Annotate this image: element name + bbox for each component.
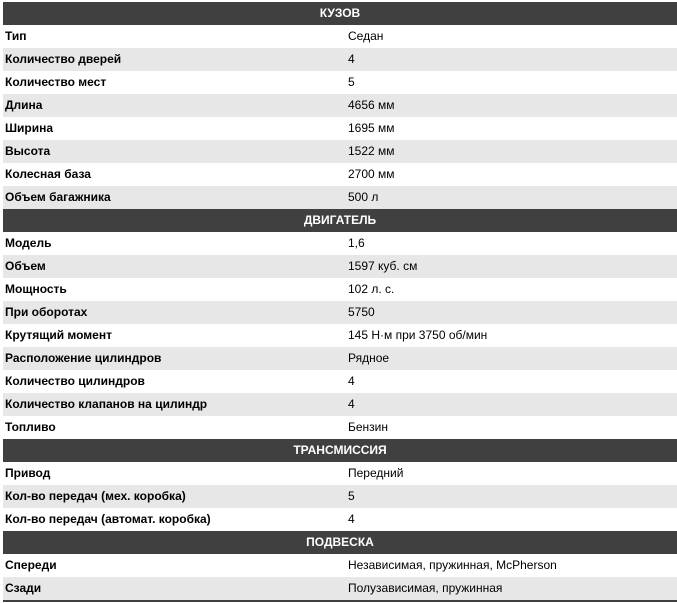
spec-table — [3, 2, 677, 602]
spec-row — [3, 94, 677, 117]
spec-label: Объем багажника — [5, 190, 111, 204]
spec-row — [3, 163, 677, 186]
spec-label: Спереди — [5, 558, 57, 572]
spec-row — [3, 301, 677, 324]
spec-label: Расположение цилиндров — [5, 351, 162, 365]
spec-label: Количество мест — [5, 75, 107, 89]
spec-row — [3, 255, 677, 278]
spec-row — [3, 393, 677, 416]
spec-value: 1597 куб. см — [348, 259, 418, 273]
spec-value: 4 — [348, 374, 355, 388]
spec-row — [3, 278, 677, 301]
spec-label: Количество дверей — [5, 52, 122, 66]
spec-value: 500 л — [348, 190, 379, 204]
spec-row — [3, 48, 677, 71]
spec-label: Тип — [5, 29, 27, 43]
spec-label: Сзади — [5, 581, 42, 595]
spec-row — [3, 416, 677, 439]
spec-row — [3, 186, 677, 209]
spec-row — [3, 347, 677, 370]
spec-row — [3, 232, 677, 255]
spec-label: Крутящий момент — [5, 328, 112, 342]
spec-label: Кол-во передач (мех. коробка) — [5, 489, 186, 503]
spec-label: Количество цилиндров — [5, 374, 145, 388]
spec-label: Топливо — [5, 420, 56, 434]
spec-value: Рядное — [348, 351, 390, 365]
spec-value: Передний — [348, 466, 404, 480]
spec-label: При оборотах — [5, 305, 88, 319]
section-header: ТРАНСМИССИЯ — [3, 439, 677, 462]
spec-label: Привод — [5, 466, 51, 480]
spec-label: Ширина — [5, 121, 54, 135]
spec-row — [3, 117, 677, 140]
spec-row — [3, 324, 677, 347]
spec-value: Полузависимая, пружинная — [348, 581, 503, 595]
spec-label: Объем — [5, 259, 46, 273]
spec-value: 1695 мм — [348, 121, 395, 135]
spec-label: Количество клапанов на цилиндр — [5, 397, 208, 411]
spec-row — [3, 508, 677, 531]
spec-label: Кол-во передач (автомат. коробка) — [5, 512, 211, 526]
spec-value: 4 — [348, 512, 355, 526]
bottom-divider — [3, 600, 677, 602]
spec-value: 4 — [348, 52, 355, 66]
spec-row — [3, 577, 677, 600]
spec-label: Мощность — [5, 282, 67, 296]
spec-row — [3, 485, 677, 508]
spec-value: 2700 мм — [348, 167, 395, 181]
section-header: ПОДВЕСКА — [3, 531, 677, 554]
spec-label: Высота — [5, 144, 51, 158]
spec-row — [3, 25, 677, 48]
spec-value: Независимая, пружинная, McPherson — [348, 558, 557, 572]
spec-value: Бензин — [348, 420, 389, 434]
spec-row — [3, 462, 677, 485]
spec-value: 5750 — [348, 305, 375, 319]
spec-value: 4656 мм — [348, 98, 395, 112]
spec-row — [3, 370, 677, 393]
spec-value: 1,6 — [348, 236, 365, 250]
spec-label: Длина — [5, 98, 43, 112]
spec-value: 1522 мм — [348, 144, 395, 158]
spec-value: 102 л. с. — [348, 282, 395, 296]
spec-label: Модель — [5, 236, 52, 250]
spec-value: 5 — [348, 75, 355, 89]
spec-row — [3, 140, 677, 163]
spec-value: 5 — [348, 489, 355, 503]
spec-row — [3, 554, 677, 577]
spec-row — [3, 71, 677, 94]
section-header: КУЗОВ — [3, 2, 677, 25]
section-header: ДВИГАТЕЛЬ — [3, 209, 677, 232]
spec-value: 4 — [348, 397, 355, 411]
spec-label: Колесная база — [5, 167, 91, 181]
spec-value: Седан — [348, 29, 384, 43]
spec-value: 145 Н·м при 3750 об/мин — [348, 328, 488, 342]
